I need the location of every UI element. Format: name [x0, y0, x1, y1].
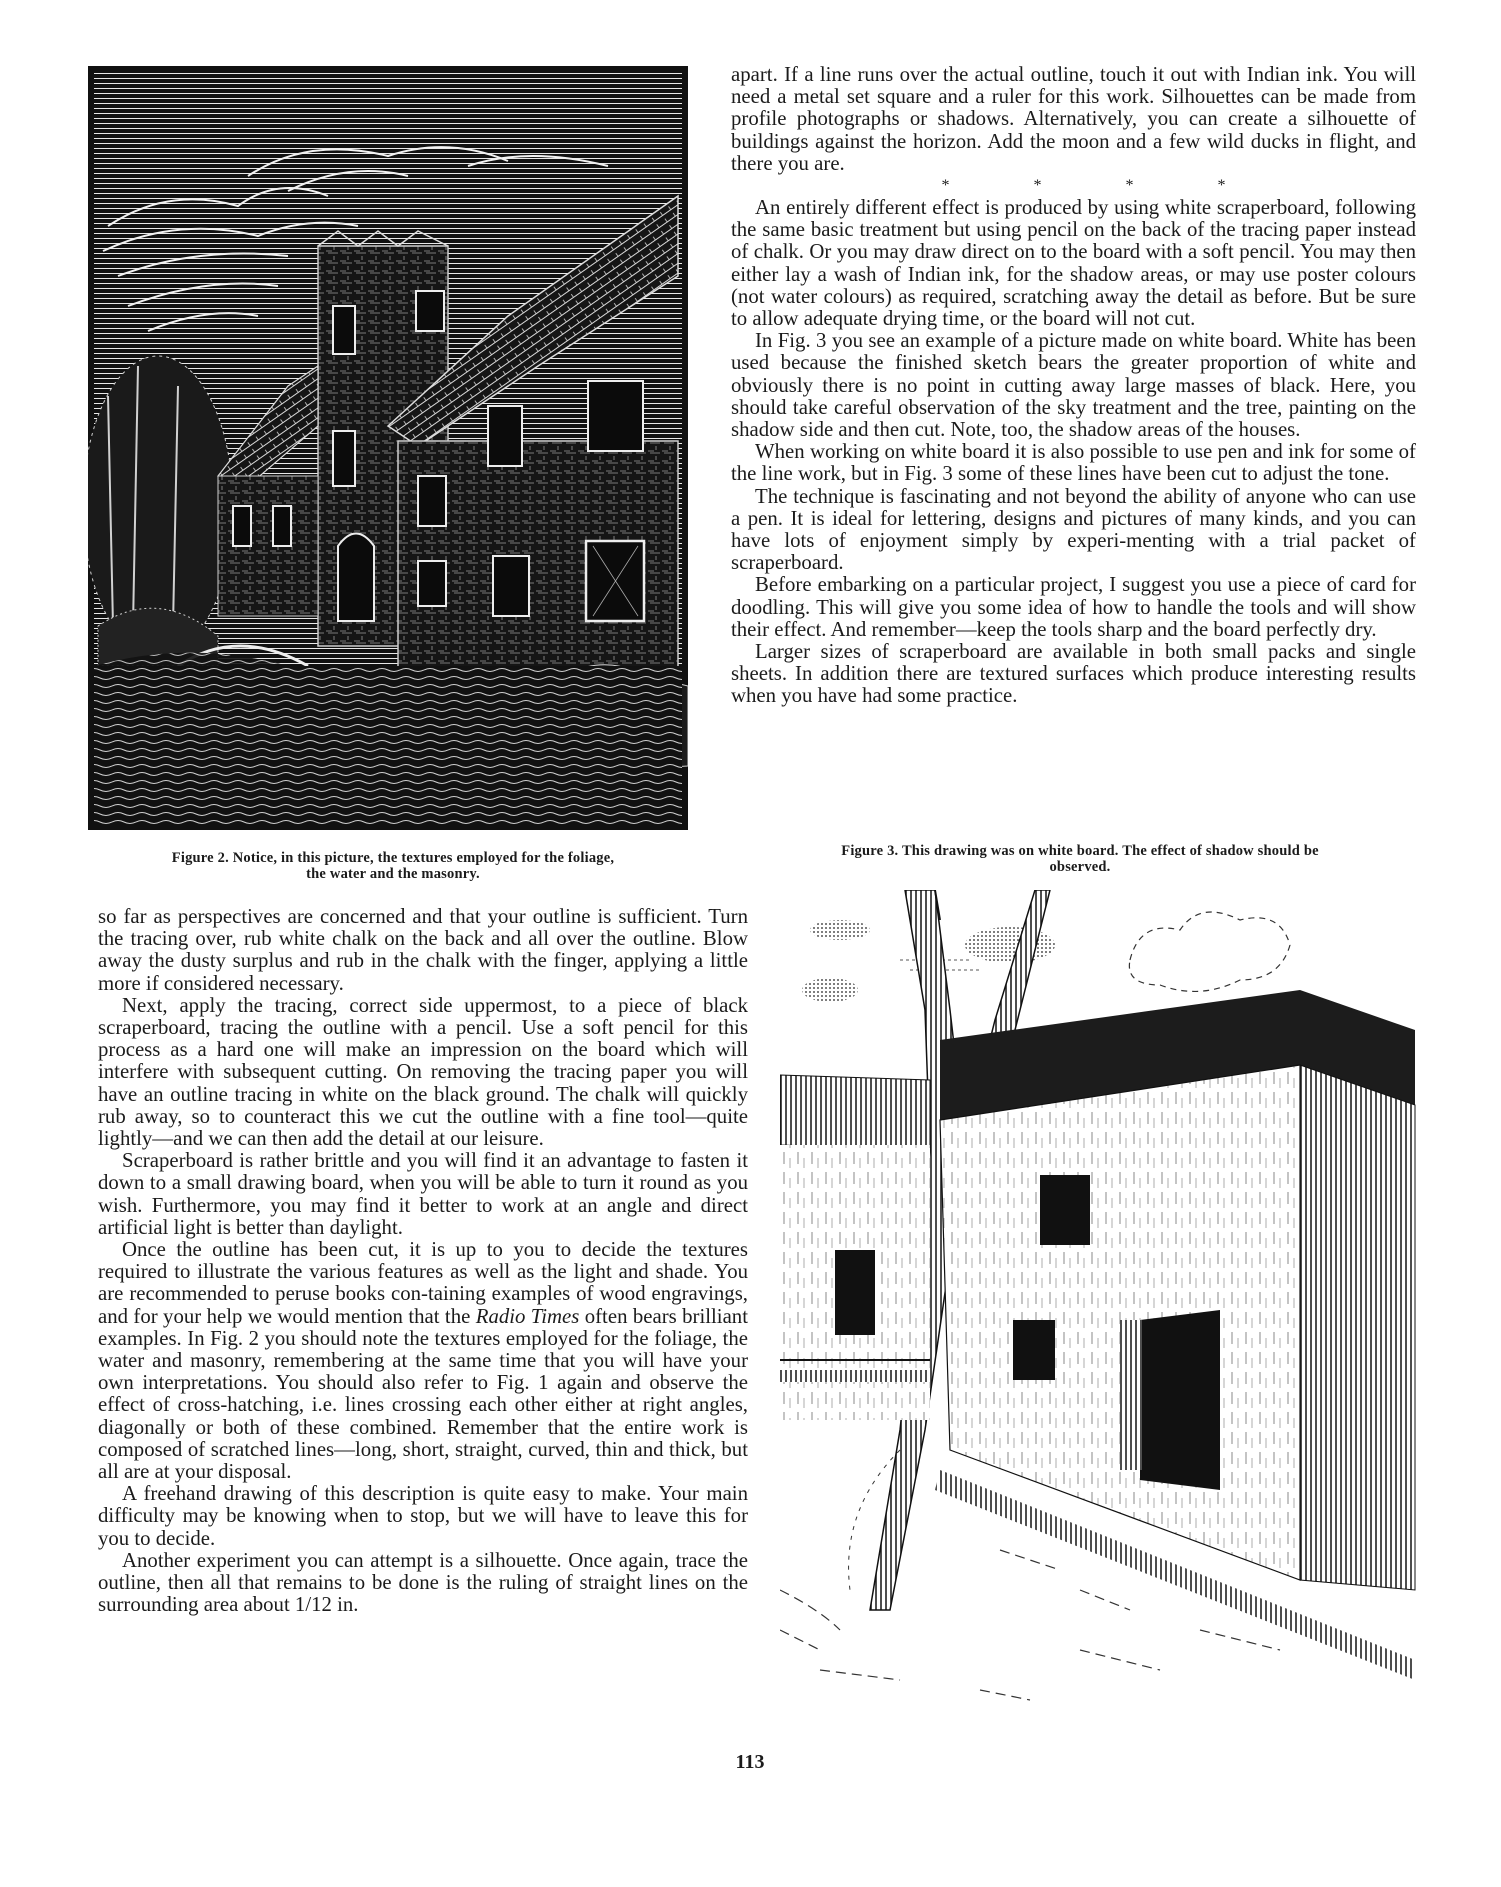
figure-2-caption-line2: the water and the masonry.	[306, 866, 480, 882]
figure-3-caption-line2: observed.	[1049, 859, 1111, 875]
section-separator: * * * *	[941, 177, 1266, 195]
left-paragraph: so far as perspectives are concerned and that your outline is sufficient. Turn the tracing over, rub white chalk on the back and all over the outline. Blow away the dusty surplus and rub in the chalk with the finger, applying a little more if considered necessary.	[98, 905, 748, 995]
figure-3-artwork	[780, 890, 1420, 1725]
figure-3-sketch	[780, 890, 1420, 1725]
figure-3-caption	[740, 843, 1420, 875]
left-paragraph: Another experiment you can attempt is a silhouette. Once again, trace the outline, then all that remains to be done is the ruling of straight lines on the surrounding area about 1/12 in.	[98, 1548, 748, 1617]
figure-2-caption-line1: Figure 2. Notice, in this picture, the textures employed for the foliage,	[171, 850, 615, 866]
figure-2-artwork	[88, 66, 688, 830]
right-paragraph: Larger sizes of scraperboard are available in both small packs and single sheets. In addition there are textured surfaces which produce interesting results when you have had some practice.	[731, 640, 1416, 708]
right-paragraph: apart. If a line runs over the actual outline, touch it out with Indian ink. You will need a metal set square and a ruler for this work. Silhouettes can be made from profile photographs or shadows. Alternatively, you can create a silhouette of buildings against the horizon. Add the moon and a few wild ducks in flight, and there you are.	[731, 63, 1416, 175]
right-paragraph: An entirely different effect is produced by using white scraperboard, following the same basic treatment but using pencil on the back of the tracing paper instead of chalk. Or you may draw direct on to the board with a soft pencil. You may then either lay a wash of Indian ink, for the shadow areas, or may use poster colours (not water colours) as required, scratching away the detail as before. But be sure to allow adequate drying time, or the board will not cut.	[731, 196, 1416, 331]
fig3-back-house	[780, 1075, 930, 1420]
right-paragraph: When working on white board it is also possible to use pen and ink for some of the line work, but in Fig. 3 some of these lines have been cut to adjust the tone.	[731, 440, 1416, 486]
figure-2-caption	[88, 850, 698, 882]
left-column-text	[98, 906, 748, 1617]
right-paragraph: Before embarking on a particular project, I suggest you use a piece of card for doodling. This will give you some idea of how to handle the tools and will show their effect. And remember—keep the tools sharp and the board perfectly dry.	[731, 573, 1416, 641]
right-column-text	[731, 64, 1416, 708]
p4-text-start: Once the outline has been cut, it is up to you to decide the textures required to illustrate the various features as well as the light and shade. You are recommended to peruse books con-taining examples of wood engravings, and for your help we would mention that the	[98, 1238, 748, 1328]
page-number: 113	[735, 1751, 765, 1773]
left-paragraph: A freehand drawing of this description is quite easy to make. Your main difficulty may be knowing when to stop, but we will have to leave this for you to decide.	[98, 1482, 748, 1550]
right-paragraph: The technique is fascinating and not beyond the ability of anyone who can use a pen. It is ideal for lettering, designs and pictures of many kinds, and you can have lots of enjoyment simply by experi-menting with a trial packet of scraperboard.	[731, 484, 1416, 575]
radio-times-title: Radio Times	[475, 1304, 580, 1328]
p4-text-end: often bears brilliant examples. In Fig. 2 you should note the textures employed for the foliage, the water and masonry, remembering at the same time that you will have your own interpretations. You should also refer to Fig. 1 again and observe the effect of cross-hatching, i.e. lines crossing each other either at right angles, diagonally or both of these combined. Remember that the entire work is composed of scratched lines—long, short, straight, curved, thin and thick, but all are at your disposal.	[98, 1304, 748, 1484]
figure-2-engraving	[88, 66, 688, 830]
figure-3-caption-line1: Figure 3. This drawing was on white board. The effect of shadow should be	[841, 843, 1319, 859]
left-paragraph-radio-times	[98, 1239, 748, 1483]
right-paragraph: In Fig. 3 you see an example of a picture made on white board. White has been used because the finished sketch bears the greater proportion of white and obviously there is no point in cutting away large masses of black. Here, you should take careful observation of the sky treatment and the tree, painting on the shadow side and then cut. Note, too, the shadow areas of the houses.	[731, 329, 1416, 442]
fig3-clouds	[802, 912, 1290, 1002]
left-paragraph: Next, apply the tracing, correct side uppermost, to a piece of black scraperboard, tracing the outline with a pencil. Use a soft pencil for this process as a hard one will make an impression on the board which will interfere with subsequent cutting. On removing the tracing paper you will have an outline tracing in white on the black ground. The chalk will quickly rub away, so to counteract this we cut the outline with a fine tool—quite lightly—and we can then add the detail at our leisure.	[98, 993, 748, 1151]
left-paragraph: Scraperboard is rather brittle and you will find it an advantage to fasten it down to a small drawing board, when you will be able to turn it round as you wish. Furthermore, you may find it better to work at an angle and direct artificial light is better than daylight.	[98, 1149, 748, 1239]
